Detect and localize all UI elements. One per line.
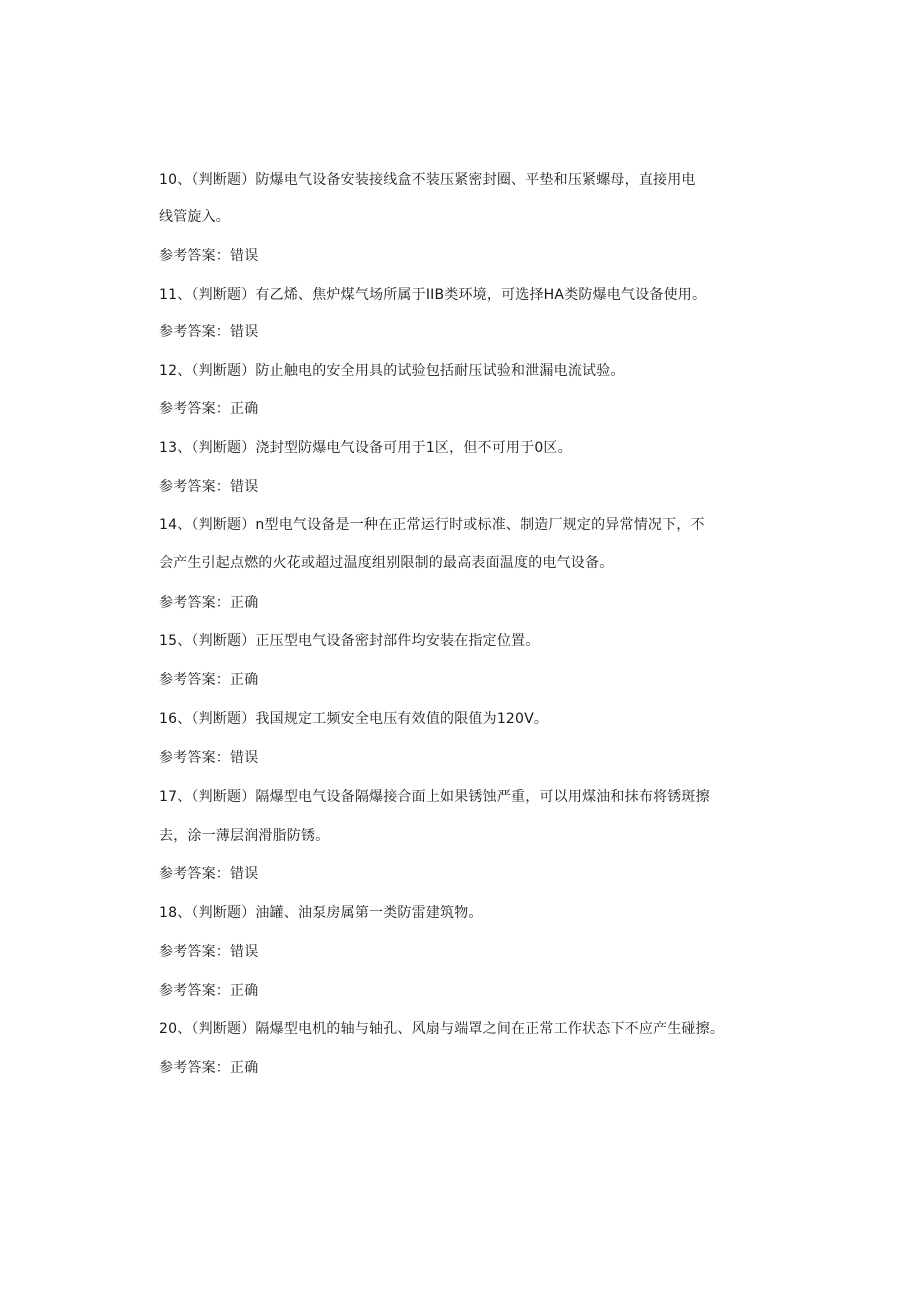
answer-16 — [159, 748, 258, 768]
question-17-continued — [159, 826, 329, 846]
question-type: （判断题） — [191, 517, 256, 533]
question-number: 18、 — [159, 905, 192, 921]
question-number: 16、 — [159, 711, 192, 727]
answer-19 — [159, 981, 258, 1001]
question-text: 浇封型防爆电气设备可用于1区，但不可用于0区。 — [255, 440, 572, 456]
question-12 — [159, 361, 625, 381]
question-type: （判断题） — [191, 440, 256, 456]
question-number: 10、 — [159, 172, 192, 188]
answer-value: 正确 — [230, 983, 259, 999]
question-number: 11、 — [159, 287, 192, 303]
question-number: 15、 — [159, 633, 192, 649]
answer-value: 正确 — [230, 401, 259, 417]
question-14-continued — [159, 553, 613, 573]
answer-label: 参考答案： — [159, 750, 230, 766]
question-type: （判断题） — [191, 363, 256, 379]
answer-17 — [159, 864, 258, 884]
question-text: 防止触电的安全用具的试验包括耐压试验和泄漏电流试验。 — [255, 363, 625, 379]
answer-14 — [159, 593, 258, 613]
question-type: （判断题） — [191, 789, 256, 805]
question-text: 有乙烯、焦炉煤气场所属于IIB类环境，可选择HA类防爆电气设备使用。 — [255, 287, 707, 303]
answer-20 — [159, 1058, 258, 1078]
question-text: 线管旋入。 — [159, 209, 230, 225]
question-20 — [159, 1019, 724, 1039]
answer-value: 错误 — [230, 750, 259, 766]
question-text: 油罐、油泵房属第一类防雷建筑物。 — [255, 905, 483, 921]
answer-value: 正确 — [230, 672, 259, 688]
answer-10 — [159, 246, 258, 266]
question-number: 17、 — [159, 789, 192, 805]
answer-label: 参考答案： — [159, 1060, 230, 1076]
answer-label: 参考答案： — [159, 401, 230, 417]
question-type: （判断题） — [191, 172, 256, 188]
answer-value: 错误 — [230, 324, 259, 340]
answer-label: 参考答案： — [159, 248, 230, 264]
answer-label: 参考答案： — [159, 324, 230, 340]
answer-label: 参考答案： — [159, 595, 230, 611]
question-number: 12、 — [159, 363, 192, 379]
question-type: （判断题） — [191, 633, 256, 649]
question-10-continued — [159, 207, 230, 227]
answer-label: 参考答案： — [159, 479, 230, 495]
answer-label: 参考答案： — [159, 866, 230, 882]
question-text: 隔爆型电机的轴与轴孔、风扇与端罩之间在正常工作状态下不应产生碰擦。 — [255, 1021, 725, 1037]
question-type: （判断题） — [191, 1021, 256, 1037]
answer-13 — [159, 477, 258, 497]
question-type: （判断题） — [191, 711, 256, 727]
question-14 — [159, 515, 705, 535]
question-text: 隔爆型电气设备隔爆接合面上如果锈蚀严重，可以用煤油和抹布将锈斑擦 — [255, 789, 710, 805]
question-number: 13、 — [159, 440, 192, 456]
question-number: 20、 — [159, 1021, 192, 1037]
answer-value: 正确 — [230, 1060, 259, 1076]
answer-value: 错误 — [230, 479, 259, 495]
question-18 — [159, 903, 483, 923]
question-text: 我国规定工频安全电压有效值的限值为120V。 — [255, 711, 549, 727]
question-15 — [159, 631, 539, 651]
answer-11 — [159, 322, 258, 342]
answer-12 — [159, 399, 258, 419]
answer-value: 错误 — [230, 866, 259, 882]
question-text: n型电气设备是一种在正常运行时或标准、制造厂规定的异常情况下，不 — [255, 517, 705, 533]
answer-value: 错误 — [230, 944, 259, 960]
question-text: 会产生引起点燃的火花或超过温度组别限制的最高表面温度的电气设备。 — [159, 555, 614, 571]
question-16 — [159, 709, 548, 729]
question-text: 正压型电气设备密封部件均安装在指定位置。 — [255, 633, 540, 649]
question-number: 14、 — [159, 517, 192, 533]
answer-15 — [159, 670, 258, 690]
answer-value: 正确 — [230, 595, 259, 611]
answer-label: 参考答案： — [159, 944, 230, 960]
answer-label: 参考答案： — [159, 983, 230, 999]
question-17 — [159, 787, 710, 807]
question-text: 去，涂一薄层润滑脂防锈。 — [159, 828, 330, 844]
answer-value: 错误 — [230, 248, 259, 264]
answer-label: 参考答案： — [159, 672, 230, 688]
question-type: （判断题） — [191, 287, 256, 303]
question-10 — [159, 170, 696, 190]
answer-18 — [159, 942, 258, 962]
question-11 — [159, 285, 706, 305]
question-type: （判断题） — [191, 905, 256, 921]
question-13 — [159, 438, 572, 458]
question-text: 防爆电气设备安装接线盒不装压紧密封圈、平垫和压紧螺母，直接用电 — [255, 172, 696, 188]
